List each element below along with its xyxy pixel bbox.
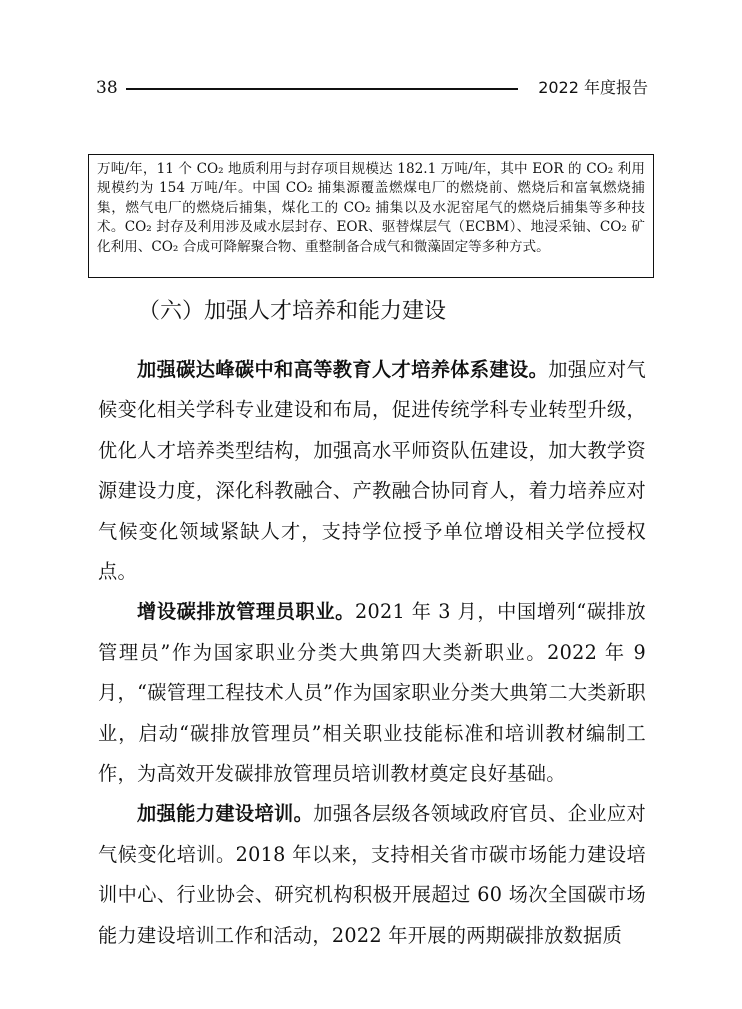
boxed-note	[88, 154, 654, 278]
paragraph-text: 加强各层级各领域政府官员、企业应对气候变化培训。2018 年以来，支持相关省市碳市场能力建设培训中心、行业协会、研究机构积极开展超过 60 场次全国碳市场能力建设培训工作和活动，2022 年开展的两期碳排放数据质	[98, 802, 647, 947]
paragraph-lead: 增设碳排放管理员职业。	[137, 600, 355, 624]
paragraph-lead: 加强碳达峰碳中和高等教育人才培养体系建设。	[137, 358, 549, 381]
page-header	[96, 76, 648, 102]
paragraph-text: 加强应对气候变化相关学科专业建设和布局，促进传统学科专业转型升级，优化人才培养类型结构，加强高水平师资队伍建设，加大教学资源建设力度，深化科教融合、产教融合协同育人，着力培养应对气候变化领域紧缺人才，支持学位授予单位增设相关学位授权点。	[98, 358, 646, 584]
paragraph	[98, 794, 646, 956]
header-rule	[126, 88, 518, 90]
paragraph	[98, 350, 646, 592]
section-heading: （六）加强人才培养和能力建设	[138, 299, 447, 324]
boxed-note-text: 万吨/年，11 个 CO₂ 地质利用与封存项目规模达 182.1 万吨/年，其中 EOR 的 CO₂ 利用规模约为 154 万吨/年。中国 CO₂ 捕集源覆盖燃煤电厂的燃烧前、燃烧后和富氧燃烧捕集，燃气电厂的燃烧后捕集，煤化工的 CO₂ 捕集以及水泥窑尾气的燃烧后捕集等多种技术。CO₂ 封存及利用涉及咸水层封存、EOR、驱替煤层气（ECBM）、地浸采铀、CO₂ 矿化利用、CO₂ 合成可降解聚合物、重整制备合成气和微藻固定等多种方式。	[97, 161, 645, 255]
paragraph-lead: 加强能力建设培训。	[137, 802, 314, 826]
body-text	[98, 350, 646, 956]
paragraph	[98, 592, 646, 794]
paragraph-text: 2021 年 3 月，中国增列“碳排放管理员”作为国家职业分类大典第四大类新职业。2022 年 9 月，“碳管理工程技术人员”作为国家职业分类大典第二大类新职业，启动“碳排放管理员”相关职业技能标准和培训教材编制工作，为高效开发碳排放管理员培训教材奠定良好基础。	[98, 600, 646, 786]
report-title: 2022 年度报告	[538, 78, 648, 97]
page-number: 38	[96, 78, 118, 98]
